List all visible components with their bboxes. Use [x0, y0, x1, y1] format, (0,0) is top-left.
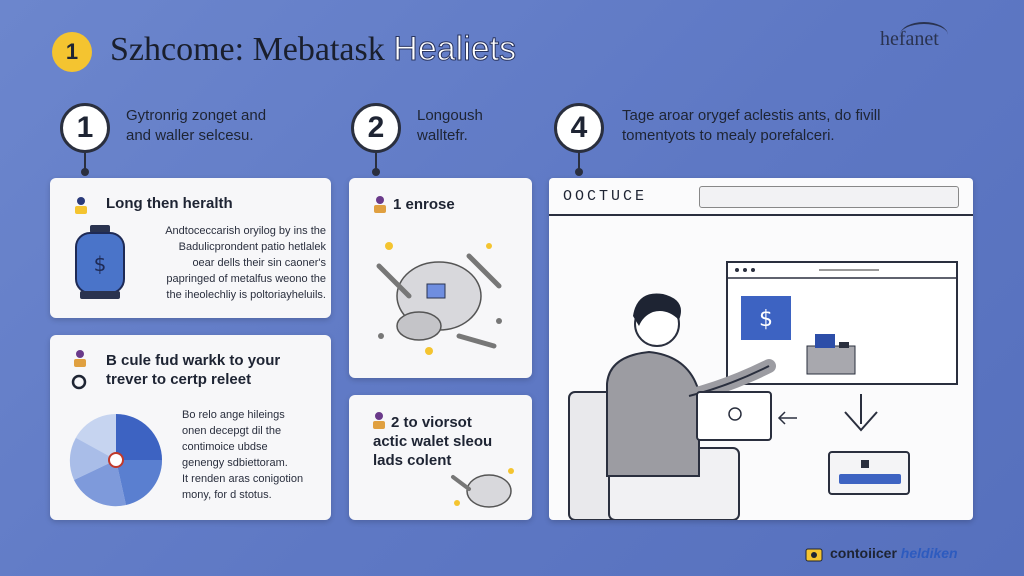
health-body-line: Andtoceccarish oryilog by ins the [165, 225, 326, 237]
svg-text:$: $ [93, 252, 107, 276]
pie-chart-icon [66, 410, 166, 510]
step-4-connector-dot [575, 168, 583, 176]
enrose-card-title: 1 enrose [393, 196, 455, 213]
step-4-text [622, 106, 880, 146]
pie-card-title [106, 351, 280, 389]
viorsot-line-3: lads colent [373, 452, 452, 469]
health-body-line: Badulicprondent patio hetlalek [178, 241, 326, 253]
pie-title-line-2: trever to certp releet [106, 371, 252, 388]
step-4-line-1: Tage aroar orygef aclestis ants, do fivill [622, 107, 881, 124]
pie-body-line: mony, for d stotus. [182, 489, 272, 501]
viorsot-line-2: actic walet sleou [373, 433, 493, 450]
health-card-title: Long then heralth [106, 195, 233, 212]
pie-card-body [182, 407, 322, 503]
step-1-text [126, 106, 266, 146]
person-icon [371, 195, 389, 215]
step-1-line-2: and waller selcesu. [126, 127, 254, 144]
browser-address-label: OOCTUCE [563, 188, 648, 205]
step-2-text [417, 106, 483, 146]
person-at-computer-illustration [549, 216, 973, 520]
brand-logo: hefanet [880, 28, 939, 50]
pie-card [50, 335, 331, 520]
health-body-line: oear dells their sin caoner's [192, 257, 326, 269]
enrose-card [349, 178, 532, 378]
pie-body-line: genengy sdbiettoram. [182, 457, 288, 469]
svg-text:$: $ [759, 307, 773, 332]
scattered-items-small-illustration [449, 463, 519, 515]
step-4-badge: 4 [554, 103, 604, 153]
address-bar [699, 186, 959, 208]
step-2-badge: 2 [351, 103, 401, 153]
gas-tank-icon [70, 223, 130, 301]
page-title [110, 30, 516, 69]
title-number-badge: 1 [52, 32, 92, 72]
viorsot-card [349, 395, 532, 520]
pie-title-line-1: B cule fud warkk to your [106, 352, 281, 369]
step-1-connector-dot [81, 168, 89, 176]
viorsot-line-1: 2 to viorsot [391, 414, 472, 431]
pie-body-line: onen decepgt dil the [182, 425, 282, 437]
viorsot-card-text [373, 413, 492, 470]
pie-body-line: contimoice ubdse [182, 441, 268, 453]
step-2-line-2: walltefr. [417, 127, 468, 144]
health-body-line: papringed of metalfus weono the [166, 273, 326, 285]
health-body-line: the iheolechliy is poltoriayheluils. [166, 289, 326, 301]
browser-illustration [549, 178, 973, 520]
health-card-body [138, 223, 326, 303]
step-2-line-1: Longoush [417, 107, 483, 124]
step-2-connector-dot [372, 168, 380, 176]
scattered-items-illustration [369, 226, 514, 366]
title-main: Szhcome: Mebatask [110, 31, 394, 68]
health-card [50, 178, 331, 318]
title-highlight: Healiets [393, 30, 517, 68]
step-4-line-2: tomentyots to mealy porefalceri. [622, 127, 835, 144]
person-icon [72, 196, 90, 216]
step-1-badge: 1 [60, 103, 110, 153]
footer-brand-alt: heldiken [900, 545, 958, 561]
ring-icon [70, 373, 88, 391]
pie-body-line: Bo relo ange hileings [182, 409, 285, 421]
person-icon [72, 349, 88, 369]
step-1-line-1: Gytronrig zonget and [126, 107, 267, 124]
footer-logo-icon [805, 545, 827, 563]
pie-body-line: It renden aras conigotion [182, 473, 304, 485]
footer-brand-main: contoiicer [830, 545, 901, 561]
footer-brand [830, 545, 958, 561]
